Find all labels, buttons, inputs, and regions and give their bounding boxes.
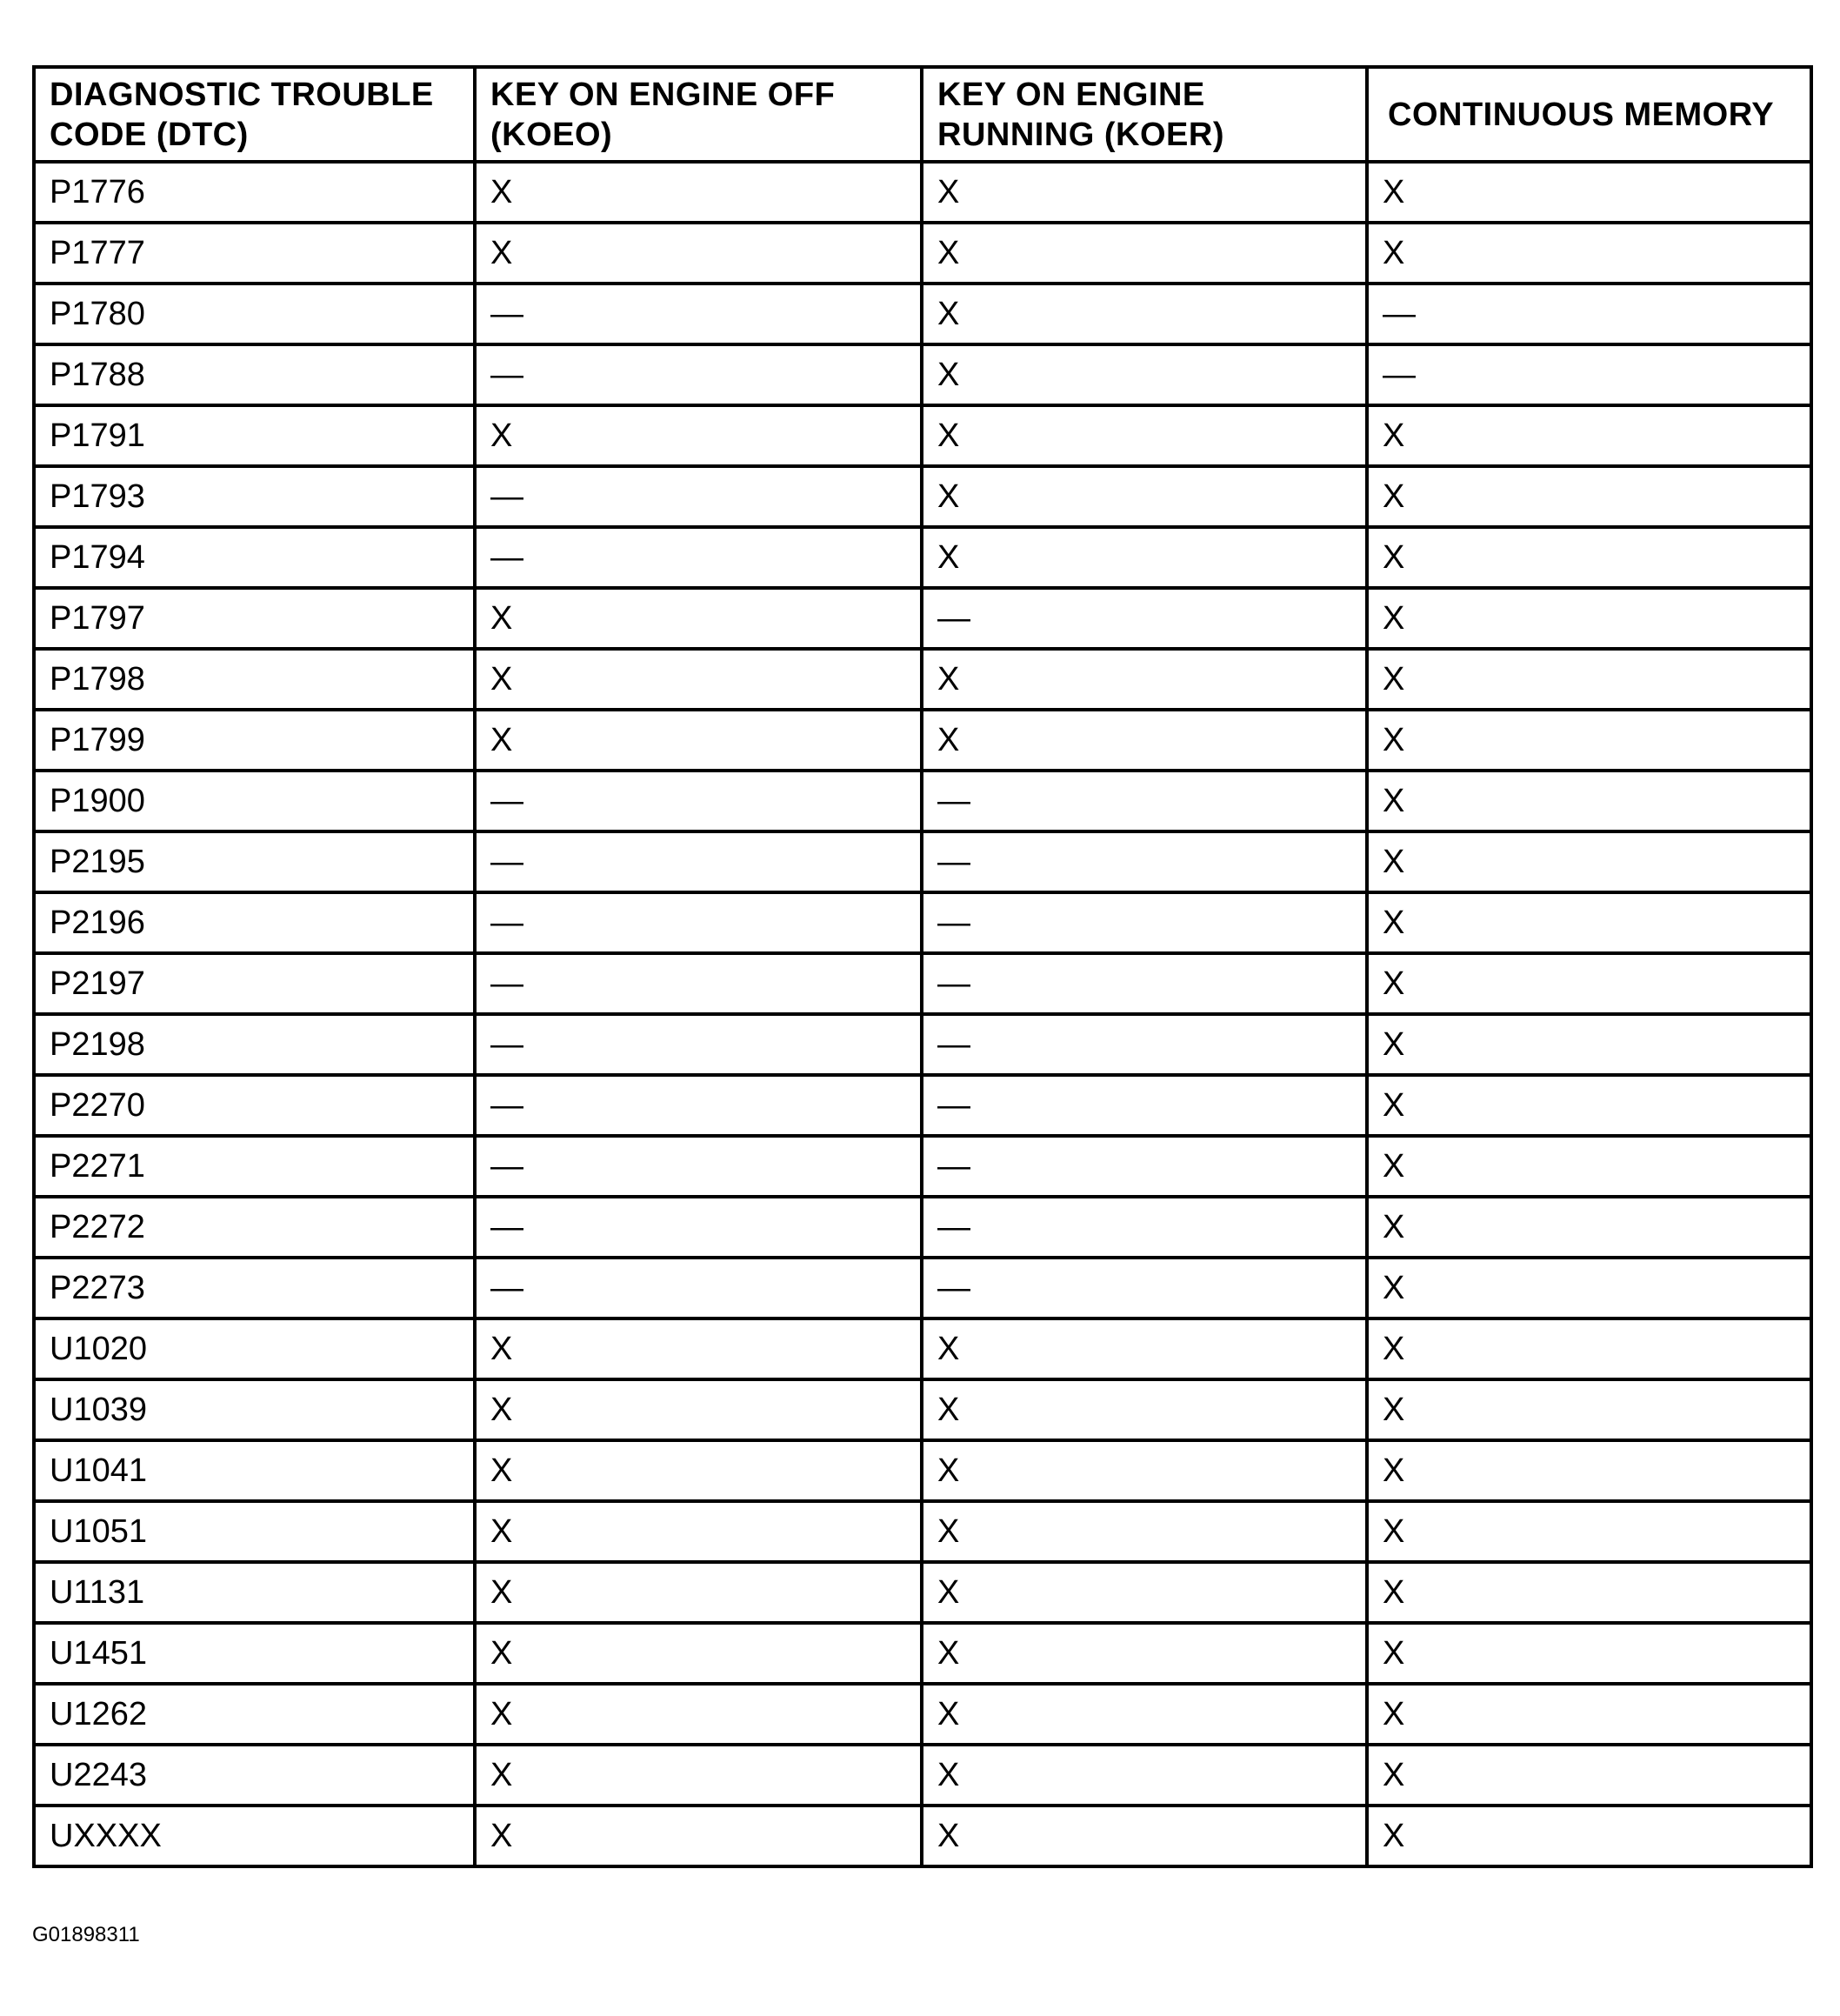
cell-koer: X <box>922 1745 1367 1806</box>
cell-koer: — <box>922 892 1367 953</box>
table-row <box>34 527 1811 588</box>
cell-dtc: U1039 <box>34 1379 475 1440</box>
cell-koeo: — <box>475 344 922 405</box>
table-row <box>34 1501 1811 1562</box>
cell-dtc: P2270 <box>34 1075 475 1136</box>
cell-koer: — <box>922 588 1367 649</box>
cell-dtc: P1794 <box>34 527 475 588</box>
cell-dtc: P2272 <box>34 1197 475 1258</box>
table-row <box>34 1623 1811 1684</box>
cell-dtc: P2273 <box>34 1258 475 1318</box>
cell-koeo: X <box>475 1501 922 1562</box>
cell-koeo: X <box>475 710 922 771</box>
figure-id: G01898311 <box>32 1923 140 1946</box>
cell-dtc: P1793 <box>34 466 475 527</box>
cell-continuous-memory: X <box>1367 771 1811 831</box>
cell-koeo: — <box>475 527 922 588</box>
cell-koeo: — <box>475 1136 922 1197</box>
cell-continuous-memory: X <box>1367 1806 1811 1866</box>
table-row <box>34 1806 1811 1866</box>
table-row <box>34 1014 1811 1075</box>
cell-koer: — <box>922 1136 1367 1197</box>
cell-continuous-memory: X <box>1367 831 1811 892</box>
cell-dtc: P2198 <box>34 1014 475 1075</box>
cell-koeo: — <box>475 831 922 892</box>
cell-koer: X <box>922 284 1367 344</box>
table-row <box>34 1684 1811 1745</box>
cell-continuous-memory: X <box>1367 588 1811 649</box>
table-row <box>34 771 1811 831</box>
cell-dtc: P1780 <box>34 284 475 344</box>
cell-koer: X <box>922 223 1367 284</box>
cell-koer: X <box>922 405 1367 466</box>
cell-koer: X <box>922 1501 1367 1562</box>
table-row <box>34 1075 1811 1136</box>
cell-koeo: — <box>475 1014 922 1075</box>
cell-koer: — <box>922 831 1367 892</box>
cell-continuous-memory: X <box>1367 405 1811 466</box>
cell-koer: X <box>922 162 1367 223</box>
cell-koeo: X <box>475 162 922 223</box>
cell-dtc: U1262 <box>34 1684 475 1745</box>
cell-dtc: P1797 <box>34 588 475 649</box>
cell-dtc: P1900 <box>34 771 475 831</box>
table-body <box>34 162 1811 1866</box>
cell-continuous-memory: X <box>1367 1745 1811 1806</box>
cell-dtc: U1041 <box>34 1440 475 1501</box>
cell-koer: X <box>922 1806 1367 1866</box>
cell-koer: X <box>922 1379 1367 1440</box>
table-row <box>34 649 1811 710</box>
table-row <box>34 892 1811 953</box>
header-koer: KEY ON ENGINE RUNNING (KOER) <box>922 67 1367 162</box>
cell-dtc: U1051 <box>34 1501 475 1562</box>
table-row <box>34 1379 1811 1440</box>
cell-continuous-memory: — <box>1367 284 1811 344</box>
table-row <box>34 284 1811 344</box>
table-row <box>34 405 1811 466</box>
header-continuous-memory: CONTINUOUS MEMORY <box>1367 67 1811 162</box>
cell-koer: X <box>922 1440 1367 1501</box>
cell-koeo: X <box>475 1623 922 1684</box>
cell-koeo: X <box>475 1379 922 1440</box>
cell-koer: X <box>922 1318 1367 1379</box>
cell-continuous-memory: X <box>1367 1075 1811 1136</box>
cell-dtc: U1451 <box>34 1623 475 1684</box>
cell-continuous-memory: X <box>1367 1136 1811 1197</box>
cell-continuous-memory: X <box>1367 1318 1811 1379</box>
cell-dtc: P1791 <box>34 405 475 466</box>
cell-koer: — <box>922 1014 1367 1075</box>
cell-continuous-memory: X <box>1367 649 1811 710</box>
cell-koer: X <box>922 649 1367 710</box>
cell-koeo: — <box>475 953 922 1014</box>
cell-koeo: — <box>475 1075 922 1136</box>
cell-continuous-memory: X <box>1367 1258 1811 1318</box>
table-row <box>34 162 1811 223</box>
cell-dtc: UXXXX <box>34 1806 475 1866</box>
table-row <box>34 1440 1811 1501</box>
cell-koer: X <box>922 1562 1367 1623</box>
table-row <box>34 710 1811 771</box>
cell-dtc: U1131 <box>34 1562 475 1623</box>
table-header <box>34 67 1811 162</box>
cell-dtc: P1777 <box>34 223 475 284</box>
cell-continuous-memory: X <box>1367 1501 1811 1562</box>
cell-continuous-memory: X <box>1367 1440 1811 1501</box>
cell-koeo: X <box>475 405 922 466</box>
cell-dtc: P1799 <box>34 710 475 771</box>
cell-continuous-memory: X <box>1367 162 1811 223</box>
table-row <box>34 588 1811 649</box>
cell-koer: X <box>922 1684 1367 1745</box>
cell-koeo: — <box>475 892 922 953</box>
table-row <box>34 1562 1811 1623</box>
cell-koeo: — <box>475 771 922 831</box>
cell-koer: X <box>922 527 1367 588</box>
cell-dtc: P1776 <box>34 162 475 223</box>
cell-koer: — <box>922 953 1367 1014</box>
cell-continuous-memory: X <box>1367 892 1811 953</box>
cell-continuous-memory: X <box>1367 1014 1811 1075</box>
header-row <box>34 67 1811 162</box>
cell-koeo: — <box>475 1197 922 1258</box>
cell-dtc: U1020 <box>34 1318 475 1379</box>
cell-koeo: X <box>475 1440 922 1501</box>
cell-dtc: P1788 <box>34 344 475 405</box>
table-row <box>34 466 1811 527</box>
cell-continuous-memory: X <box>1367 527 1811 588</box>
cell-koeo: X <box>475 649 922 710</box>
cell-koeo: X <box>475 1684 922 1745</box>
table-row <box>34 1745 1811 1806</box>
cell-continuous-memory: X <box>1367 1623 1811 1684</box>
cell-koer: — <box>922 1258 1367 1318</box>
table-row <box>34 1258 1811 1318</box>
cell-koeo: — <box>475 466 922 527</box>
cell-koeo: — <box>475 284 922 344</box>
cell-koer: — <box>922 1075 1367 1136</box>
cell-dtc: U2243 <box>34 1745 475 1806</box>
dtc-table <box>32 65 1813 1868</box>
cell-koeo: X <box>475 223 922 284</box>
cell-koeo: X <box>475 1745 922 1806</box>
header-dtc: DIAGNOSTIC TROUBLE CODE (DTC) <box>34 67 475 162</box>
cell-continuous-memory: X <box>1367 1562 1811 1623</box>
cell-koeo: X <box>475 1806 922 1866</box>
cell-koer: — <box>922 1197 1367 1258</box>
cell-continuous-memory: X <box>1367 1684 1811 1745</box>
cell-koeo: X <box>475 588 922 649</box>
cell-koeo: X <box>475 1318 922 1379</box>
table-row <box>34 1136 1811 1197</box>
cell-dtc: P1798 <box>34 649 475 710</box>
cell-koer: X <box>922 710 1367 771</box>
table-row <box>34 1318 1811 1379</box>
cell-dtc: P2271 <box>34 1136 475 1197</box>
table-row <box>34 223 1811 284</box>
table-row <box>34 831 1811 892</box>
cell-koer: X <box>922 1623 1367 1684</box>
cell-koeo: — <box>475 1258 922 1318</box>
cell-koeo: X <box>475 1562 922 1623</box>
cell-dtc: P2197 <box>34 953 475 1014</box>
cell-koer: X <box>922 344 1367 405</box>
table-row <box>34 344 1811 405</box>
cell-continuous-memory: X <box>1367 223 1811 284</box>
header-koeo: KEY ON ENGINE OFF (KOEO) <box>475 67 922 162</box>
cell-continuous-memory: X <box>1367 710 1811 771</box>
cell-dtc: P2196 <box>34 892 475 953</box>
cell-continuous-memory: X <box>1367 466 1811 527</box>
cell-koer: X <box>922 466 1367 527</box>
table-row <box>34 1197 1811 1258</box>
cell-koer: — <box>922 771 1367 831</box>
table-row <box>34 953 1811 1014</box>
cell-continuous-memory: X <box>1367 1379 1811 1440</box>
cell-continuous-memory: X <box>1367 953 1811 1014</box>
cell-continuous-memory: X <box>1367 1197 1811 1258</box>
cell-continuous-memory: — <box>1367 344 1811 405</box>
cell-dtc: P2195 <box>34 831 475 892</box>
